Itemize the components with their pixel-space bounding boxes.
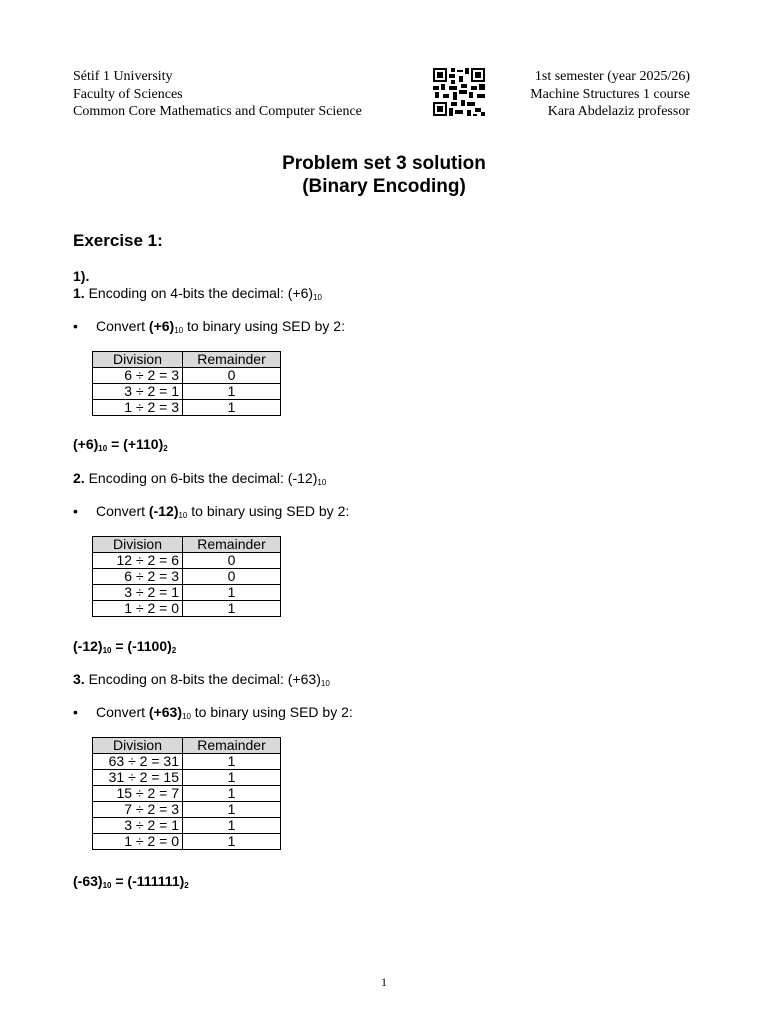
remainder-cell: 0 (183, 569, 281, 585)
bullet-text (96, 503, 349, 520)
problem-1-result (73, 436, 168, 453)
faculty-name: Faculty of Sciences (73, 86, 183, 102)
division-cell: 15 ÷ 2 = 7 (93, 786, 183, 802)
remainder-cell: 1 (183, 770, 281, 786)
semester-label: 1st semester (year 2025/26) (534, 69, 690, 84)
page-title (0, 152, 768, 198)
bullet-post: to binary using SED by 2: (190, 704, 353, 720)
division-cell: 6 ÷ 2 = 3 (93, 569, 183, 585)
division-cell: 7 ÷ 2 = 3 (93, 802, 183, 818)
division-cell: 1 ÷ 2 = 0 (93, 834, 183, 850)
course-name: Machine Structures 1 course (530, 86, 690, 102)
remainder-cell: 1 (183, 384, 281, 400)
bullet-post: to binary using SED by 2: (183, 318, 345, 334)
bullet-pre: Convert (96, 503, 149, 519)
remainder-cell: 1 (183, 786, 281, 802)
problem-number: 3. (73, 671, 85, 687)
division-header: Division (93, 352, 183, 368)
problem-1-statement (73, 285, 322, 302)
table-header-row (93, 738, 281, 754)
result-left: (+6) (73, 436, 99, 452)
base-subscript: 10 (313, 293, 322, 302)
table-row (93, 802, 281, 818)
bullet-icon: • (73, 503, 78, 519)
result-left: (-12) (73, 638, 103, 654)
remainder-cell: 1 (183, 834, 281, 850)
result-value: = (-1100) (111, 638, 172, 654)
result-base: 2 (163, 444, 168, 453)
table-row (93, 553, 281, 569)
bullet-text (96, 318, 345, 335)
table-row (93, 601, 281, 617)
bullet-base: 10 (178, 511, 188, 520)
bullet-icon: • (73, 318, 78, 334)
remainder-header: Remainder (183, 352, 281, 368)
problem-2-statement (73, 470, 326, 487)
division-cell: 63 ÷ 2 = 31 (93, 754, 183, 770)
bullet-text (96, 704, 353, 721)
table-row (93, 834, 281, 850)
bullet-base: 10 (174, 326, 184, 335)
table-row (93, 400, 281, 416)
sed-table-2 (92, 536, 281, 617)
result-value: = (-111111) (111, 873, 185, 889)
problem-number: 1. (73, 285, 85, 301)
table-row (93, 569, 281, 585)
remainder-cell: 1 (183, 585, 281, 601)
division-cell: 3 ÷ 2 = 1 (93, 818, 183, 834)
table-header-row (93, 537, 281, 553)
table-row (93, 770, 281, 786)
bullet-value: (+6) (148, 318, 175, 334)
problem-number: 2. (73, 470, 85, 486)
page-number: 1 (381, 975, 387, 989)
remainder-cell: 0 (183, 368, 281, 384)
result-left-base: 10 (102, 646, 112, 655)
qr-code-icon (433, 68, 485, 116)
problem-text: Encoding on 6-bits the decimal: (-12) (84, 470, 318, 486)
division-cell: 31 ÷ 2 = 15 (93, 770, 183, 786)
result-base: 2 (184, 881, 189, 890)
sed-table-3 (92, 737, 281, 850)
division-cell: 6 ÷ 2 = 3 (93, 368, 183, 384)
remainder-cell: 1 (183, 400, 281, 416)
table-row (93, 368, 281, 384)
table-header-row (93, 352, 281, 368)
table-row (93, 786, 281, 802)
division-cell: 3 ÷ 2 = 1 (93, 585, 183, 601)
title-line-2: (Binary Encoding) (302, 176, 466, 197)
division-header: Division (93, 537, 183, 553)
result-left-base: 10 (102, 881, 112, 890)
bullet-pre: Convert (96, 318, 149, 334)
problem-2-result (73, 638, 176, 655)
base-subscript: 10 (320, 679, 330, 688)
division-cell: 3 ÷ 2 = 1 (93, 384, 183, 400)
result-base: 2 (171, 646, 177, 655)
division-cell: 12 ÷ 2 = 6 (93, 553, 183, 569)
bullet-base: 10 (182, 712, 191, 721)
problem-3-statement (73, 671, 330, 688)
remainder-cell: 0 (183, 553, 281, 569)
department-name: Common Core Mathematics and Computer Science (73, 104, 362, 119)
table-row (93, 818, 281, 834)
remainder-header: Remainder (183, 537, 281, 553)
remainder-cell: 1 (183, 818, 281, 834)
problem-3-result (73, 873, 189, 890)
remainder-cell: 1 (183, 802, 281, 818)
bullet-value: (-12) (148, 503, 179, 519)
division-header: Division (93, 738, 183, 754)
bullet-pre: Convert (96, 704, 149, 720)
table-row (93, 585, 281, 601)
bullet-post: to binary using SED by 2: (187, 503, 350, 519)
university-name: Sétif 1 University (73, 69, 173, 84)
remainder-cell: 1 (183, 754, 281, 770)
title-line-1: Problem set 3 solution (282, 153, 486, 174)
remainder-header: Remainder (183, 738, 281, 754)
header-left (73, 68, 362, 121)
result-left: (-63) (73, 873, 103, 889)
part-label: 1). (73, 268, 90, 284)
division-cell: 1 ÷ 2 = 3 (93, 400, 183, 416)
table-row (93, 754, 281, 770)
exercise-heading: Exercise 1: (73, 231, 163, 250)
sed-table-1 (92, 351, 281, 416)
table-row (93, 384, 281, 400)
base-subscript: 10 (317, 478, 327, 487)
problem-text: Encoding on 8-bits the decimal: (+63) (84, 671, 321, 687)
division-cell: 1 ÷ 2 = 0 (93, 601, 183, 617)
header-right (530, 68, 690, 121)
result-left-base: 10 (98, 444, 108, 453)
remainder-cell: 1 (183, 601, 281, 617)
result-value: = (+110) (107, 436, 164, 452)
bullet-icon: • (73, 704, 78, 720)
problem-text: Encoding on 4-bits the decimal: (+6) (84, 285, 314, 301)
professor-name: Kara Abdelaziz professor (547, 104, 690, 119)
bullet-value: (+63) (148, 704, 182, 720)
